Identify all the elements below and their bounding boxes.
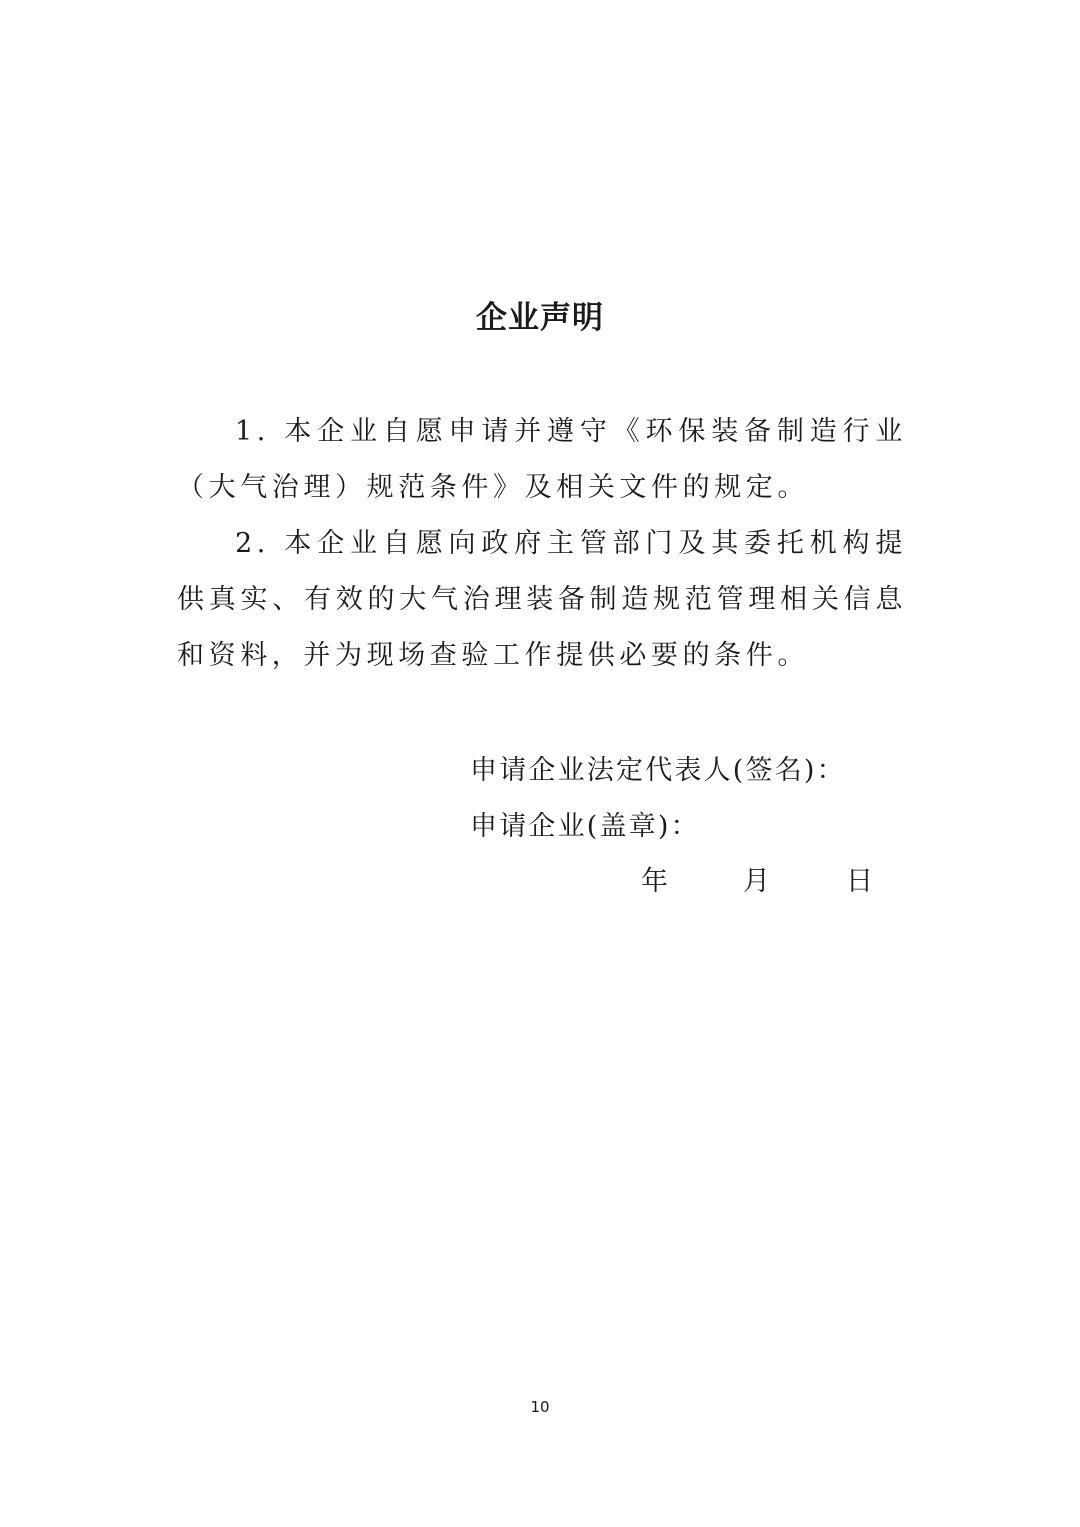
document-title: 企业声明 bbox=[476, 300, 604, 336]
declaration-paragraph-1: 1. 本企业自愿申请并遵守《环保装备制造行业（大气治理）规范条件》及相关文件的规定。 bbox=[177, 416, 907, 503]
legal-representative-signature-label: 申请企业法定代表人(签名)： bbox=[470, 755, 846, 786]
date-year-label: 年 bbox=[641, 866, 668, 897]
declaration-body bbox=[177, 404, 907, 684]
company-seal-label: 申请企业(盖章)： bbox=[470, 811, 700, 842]
page-number: 10 bbox=[530, 1398, 550, 1416]
date-month-label: 月 bbox=[743, 866, 770, 897]
date-day-label: 日 bbox=[846, 866, 873, 897]
declaration-paragraph-2: 2. 本企业自愿向政府主管部门及其委托机构提供真实、有效的大气治理装备制造规范管理相关信息和资料，并为现场查验工作提供必要的条件。 bbox=[177, 528, 907, 671]
